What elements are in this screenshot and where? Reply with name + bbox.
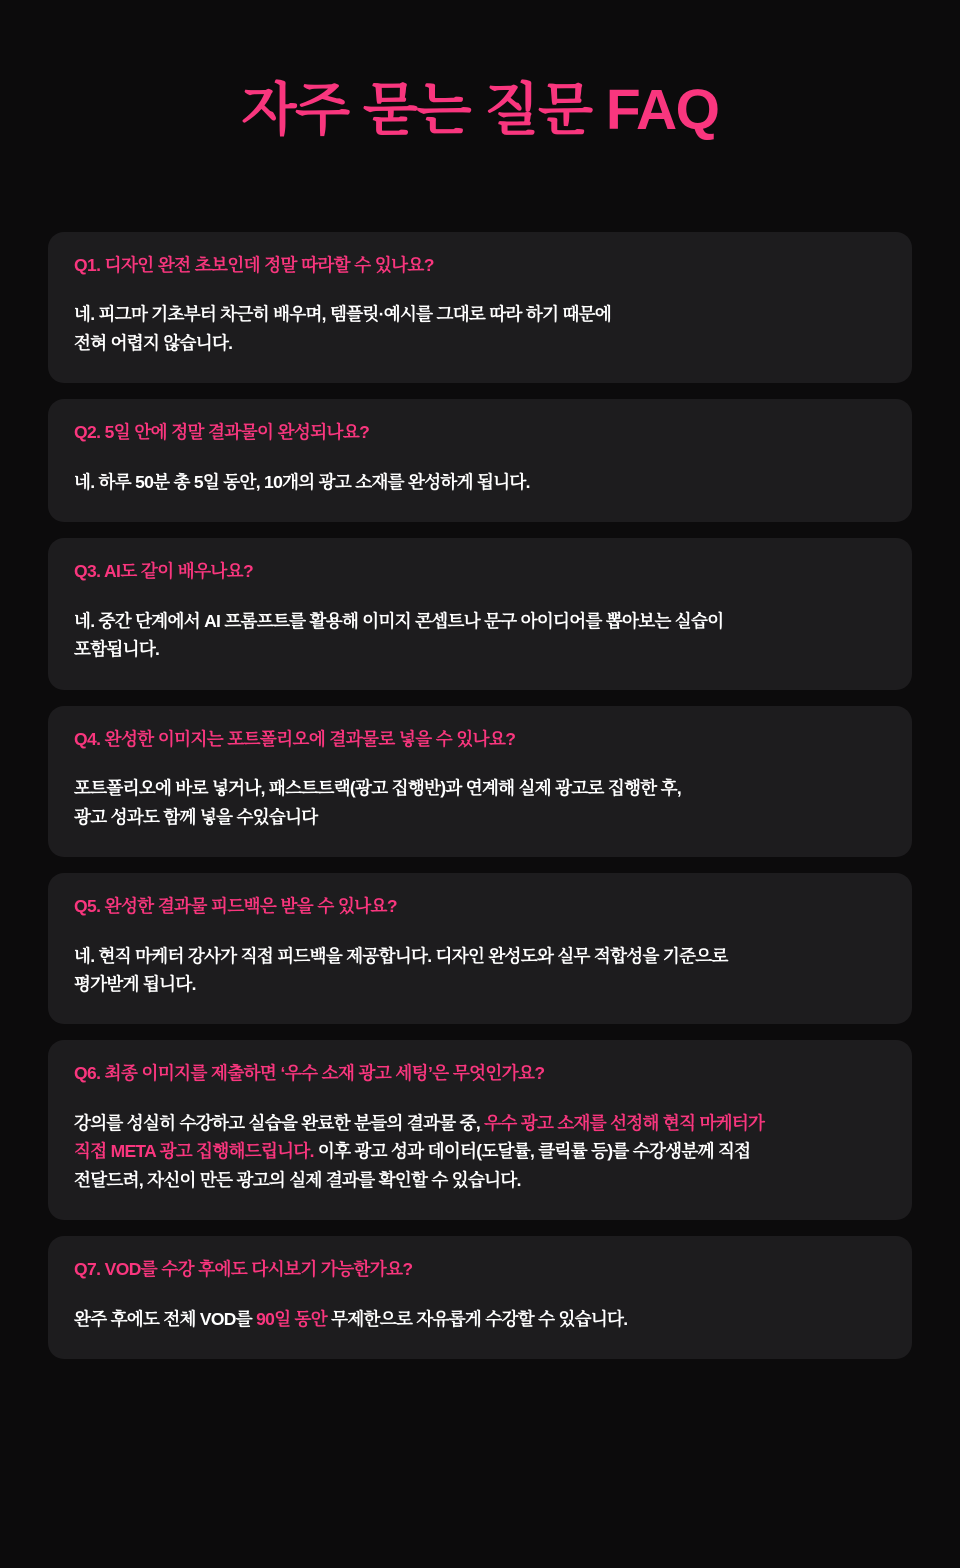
faq-answer bbox=[74, 1109, 886, 1194]
faq-answer-line: 포함됩니다. bbox=[74, 639, 160, 660]
faq-list bbox=[48, 232, 912, 1360]
faq-answer bbox=[74, 942, 886, 999]
faq-answer-line: 네. 하루 50분 총 5일 동안, 10개의 광고 소재를 완성하게 됩니다. bbox=[74, 471, 530, 492]
faq-item-3[interactable] bbox=[48, 538, 912, 689]
faq-answer-line: 평가받게 됩니다. bbox=[74, 974, 196, 995]
faq-answer-line: 네. 피그마 기초부터 차근히 배우며, 템플릿·예시를 그대로 따라 하기 때문에 bbox=[74, 304, 612, 325]
faq-item-1[interactable] bbox=[48, 232, 912, 383]
faq-answer-line: 전달드려, 자신이 만든 광고의 실제 결과를 확인할 수 있습니다. bbox=[74, 1169, 521, 1190]
page-title: 자주 묻는 질문 FAQ bbox=[241, 78, 719, 142]
faq-answer-highlight: 우수 광고 소재를 선정해 현직 마케터가 bbox=[484, 1113, 765, 1134]
faq-answer-text: 완주 후에도 전체 VOD를 bbox=[74, 1308, 257, 1329]
faq-question: Q1. 디자인 완전 초보인데 정말 따라할 수 있나요? bbox=[74, 254, 434, 275]
faq-answer bbox=[74, 607, 886, 664]
faq-item-5[interactable] bbox=[48, 873, 912, 1024]
faq-answer-line: 포트폴리오에 바로 넣거나, 패스트트랙(광고 집행반)과 연계해 실제 광고로 집행한 후, bbox=[74, 778, 682, 799]
faq-item-4[interactable] bbox=[48, 706, 912, 857]
faq-question: Q4. 완성한 이미지는 포트폴리오에 결과물로 넣을 수 있나요? bbox=[74, 728, 516, 749]
faq-answer-line: 네. 중간 단계에서 AI 프롬프트를 활용해 이미지 콘셉트나 문구 아이디어를 뽑아보는 실습이 bbox=[74, 610, 724, 631]
faq-answer-text: 이후 광고 성과 데이터(도달률, 클릭률 등)를 수강생분께 직접 bbox=[313, 1141, 751, 1162]
faq-answer-line: 광고 성과도 함께 넣을 수있습니다 bbox=[74, 806, 318, 827]
faq-answer bbox=[74, 300, 886, 357]
faq-answer-text: 무제한으로 자유롭게 수강할 수 있습니다. bbox=[326, 1308, 628, 1329]
faq-item-2[interactable] bbox=[48, 399, 912, 522]
faq-question: Q3. AI도 같이 배우나요? bbox=[74, 561, 254, 582]
faq-item-7[interactable] bbox=[48, 1236, 912, 1359]
faq-answer-highlight: 90일 동안 bbox=[256, 1308, 327, 1329]
faq-item-6[interactable] bbox=[48, 1040, 912, 1220]
faq-answer-line: 전혀 어렵지 않습니다. bbox=[74, 332, 233, 353]
faq-answer-line bbox=[74, 1137, 886, 1165]
faq-answer bbox=[74, 1305, 886, 1333]
faq-answer-line bbox=[74, 1109, 886, 1137]
faq-answer-highlight: 직접 META 광고 집행해드립니다. bbox=[74, 1141, 314, 1162]
faq-answer bbox=[74, 468, 886, 496]
faq-question: Q6. 최종 이미지를 제출하면 ‘우수 소재 광고 세팅’은 무엇인가요? bbox=[74, 1063, 545, 1084]
faq-answer bbox=[74, 774, 886, 831]
faq-answer-line bbox=[74, 1305, 886, 1333]
faq-answer-text: 강의를 성실히 수강하고 실습을 완료한 분들의 결과물 중, bbox=[74, 1113, 485, 1134]
faq-question: Q5. 완성한 결과물 피드백은 받을 수 있나요? bbox=[74, 895, 397, 916]
faq-question: Q2. 5일 안에 정말 결과물이 완성되나요? bbox=[74, 421, 370, 442]
faq-answer-line: 네. 현직 마케터 강사가 직접 피드백을 제공합니다. 디자인 완성도와 실무 적합성을 기준으로 bbox=[74, 945, 728, 966]
faq-question: Q7. VOD를 수강 후에도 다시보기 가능한가요? bbox=[74, 1259, 413, 1280]
